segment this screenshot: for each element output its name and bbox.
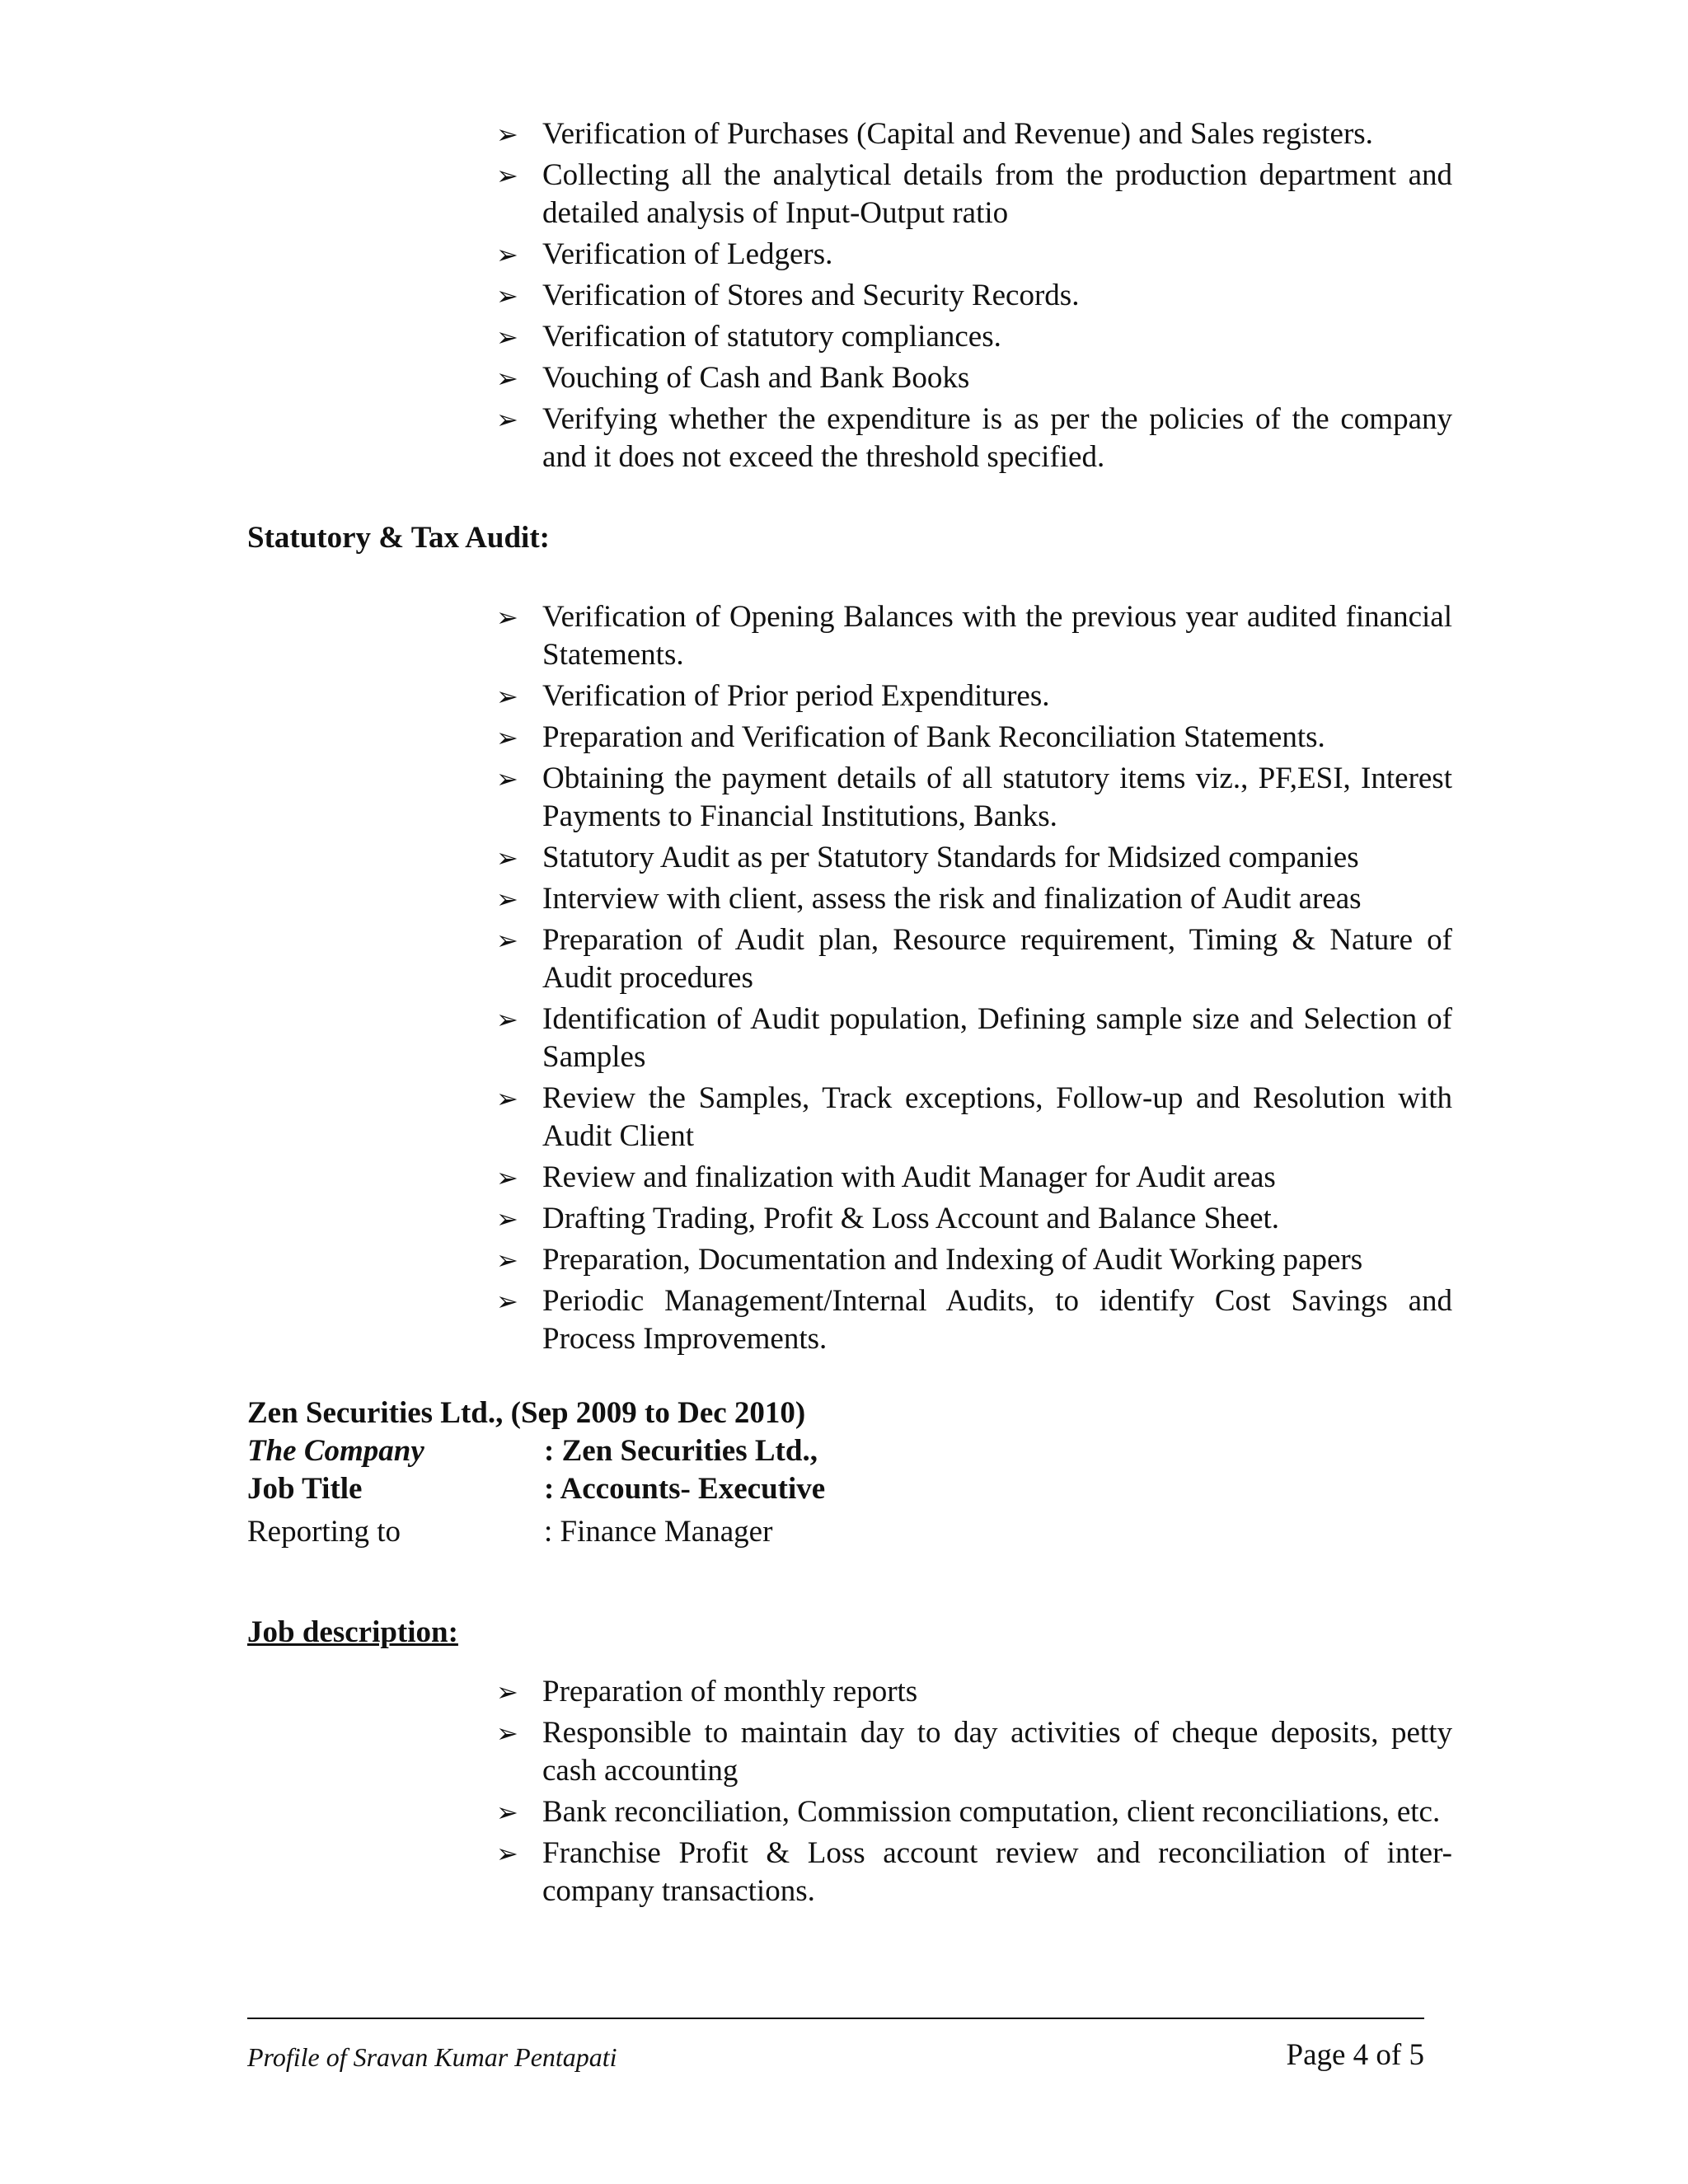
list-item-text: Statutory Audit as per Statutory Standards for Midsized companies [542,841,1359,874]
list-item [496,277,1452,315]
list-item-text: Verification of Ledgers. [542,237,833,271]
list-item [496,677,1452,715]
job-title-value: : Accounts- Executive [544,1472,826,1506]
arrow-bullet-icon: ➢ [496,1244,518,1276]
arrow-bullet-icon: ➢ [496,1718,518,1749]
company-value: : Zen Securities Ltd., [544,1434,818,1468]
list-item [496,839,1452,877]
arrow-bullet-icon: ➢ [496,160,518,191]
list-item-text: Verification of Stores and Security Records. [542,279,1080,312]
footer-page-number: Page 4 of 5 [1286,2038,1424,2072]
list-item-text: Bank reconciliation, Commission computation, client reconciliations, etc. [542,1795,1441,1829]
audit-duties-list [496,115,1452,480]
company-row [247,1432,825,1470]
arrow-bullet-icon: ➢ [496,842,518,874]
list-item [496,115,1452,153]
list-item [496,1159,1452,1197]
list-item-text: Collecting all the analytical details from the production department and detailed analysis of Input-Output ratio [542,158,1452,230]
statutory-audit-heading: Statutory & Tax Audit: [247,521,550,555]
list-item [496,1793,1452,1831]
statutory-audit-list [496,598,1452,1361]
arrow-bullet-icon: ➢ [496,681,518,712]
list-item [496,318,1452,356]
footer-profile-name: Profile of Sravan Kumar Pentapati [247,2042,617,2072]
job-title-label: Job Title [247,1472,363,1506]
list-item-text: Verification of Purchases (Capital and Revenue) and Sales registers. [542,117,1373,151]
arrow-bullet-icon: ➢ [496,763,518,794]
list-item-text: Franchise Profit & Loss account review and reconciliation of inter-company transactions. [542,1836,1452,1908]
arrow-bullet-icon: ➢ [496,1286,518,1317]
list-item [496,1282,1452,1358]
company-block [247,1394,825,1551]
arrow-bullet-icon: ➢ [496,119,518,150]
list-item-text: Review and finalization with Audit Manager for Audit areas [542,1160,1276,1194]
list-item [496,236,1452,274]
arrow-bullet-icon: ➢ [496,602,518,633]
arrow-bullet-icon: ➢ [496,883,518,915]
arrow-bullet-icon: ➢ [496,239,518,270]
arrow-bullet-icon: ➢ [496,1203,518,1235]
list-item-text: Verification of statutory compliances. [542,320,1001,354]
arrow-bullet-icon: ➢ [496,1004,518,1035]
list-item [496,157,1452,232]
list-item [496,1200,1452,1238]
list-item-text: Preparation of monthly reports [542,1675,918,1708]
arrow-bullet-icon: ➢ [496,363,518,394]
list-item [496,1080,1452,1155]
reporting-label: Reporting to [247,1515,401,1549]
list-item-text: Drafting Trading, Profit & Loss Account and Balance Sheet. [542,1202,1280,1235]
list-item [496,880,1452,918]
company-title: Zen Securities Ltd., (Sep 2009 to Dec 2010) [247,1396,806,1430]
list-item [496,1001,1452,1076]
list-item [496,760,1452,836]
arrow-bullet-icon: ➢ [496,1162,518,1193]
list-item-text: Periodic Management/Internal Audits, to identify Cost Savings and Process Improvements. [542,1284,1452,1356]
reporting-value: : Finance Manager [544,1515,773,1549]
arrow-bullet-icon: ➢ [496,404,518,435]
list-item [496,1714,1452,1790]
arrow-bullet-icon: ➢ [496,321,518,353]
footer-divider [247,2018,1424,2019]
list-item [496,1835,1452,1910]
list-item-text: Identification of Audit population, Defining sample size and Selection of Samples [542,1002,1452,1074]
list-item-text: Verification of Prior period Expenditures. [542,679,1050,713]
job-description-list [496,1673,1452,1914]
arrow-bullet-icon: ➢ [496,1083,518,1114]
list-item-text: Preparation of Audit plan, Resource requirement, Timing & Nature of Audit procedures [542,923,1452,995]
job-title-row [247,1470,825,1508]
list-item [496,359,1452,397]
list-item-text: Review the Samples, Track exceptions, Follow-up and Resolution with Audit Client [542,1081,1452,1153]
list-item [496,1241,1452,1279]
list-item-text: Preparation and Verification of Bank Reconciliation Statements. [542,720,1325,754]
list-item [496,921,1452,997]
list-item [496,598,1452,674]
list-item-text: Preparation, Documentation and Indexing of Audit Working papers [542,1243,1363,1277]
reporting-row [247,1513,825,1551]
list-item [496,719,1452,757]
list-item-text: Verifying whether the expenditure is as per the policies of the company and it does not exceed the threshold specified. [542,402,1452,474]
arrow-bullet-icon: ➢ [496,280,518,312]
company-label: The Company [247,1434,424,1468]
list-item [496,1673,1452,1711]
arrow-bullet-icon: ➢ [496,1797,518,1828]
arrow-bullet-icon: ➢ [496,1838,518,1869]
list-item [496,401,1452,476]
job-description-heading: Job description: [247,1615,458,1649]
list-item-text: Vouching of Cash and Bank Books [542,361,970,395]
arrow-bullet-icon: ➢ [496,925,518,956]
arrow-bullet-icon: ➢ [496,722,518,753]
arrow-bullet-icon: ➢ [496,1676,518,1708]
list-item-text: Obtaining the payment details of all statutory items viz., PF,ESI, Interest Payments to Financial Institutions, Banks. [542,762,1452,833]
list-item-text: Verification of Opening Balances with the previous year audited financial Statements. [542,600,1452,672]
list-item-text: Responsible to maintain day to day activities of cheque deposits, petty cash accounting [542,1716,1452,1788]
list-item-text: Interview with client, assess the risk and finalization of Audit areas [542,882,1362,916]
